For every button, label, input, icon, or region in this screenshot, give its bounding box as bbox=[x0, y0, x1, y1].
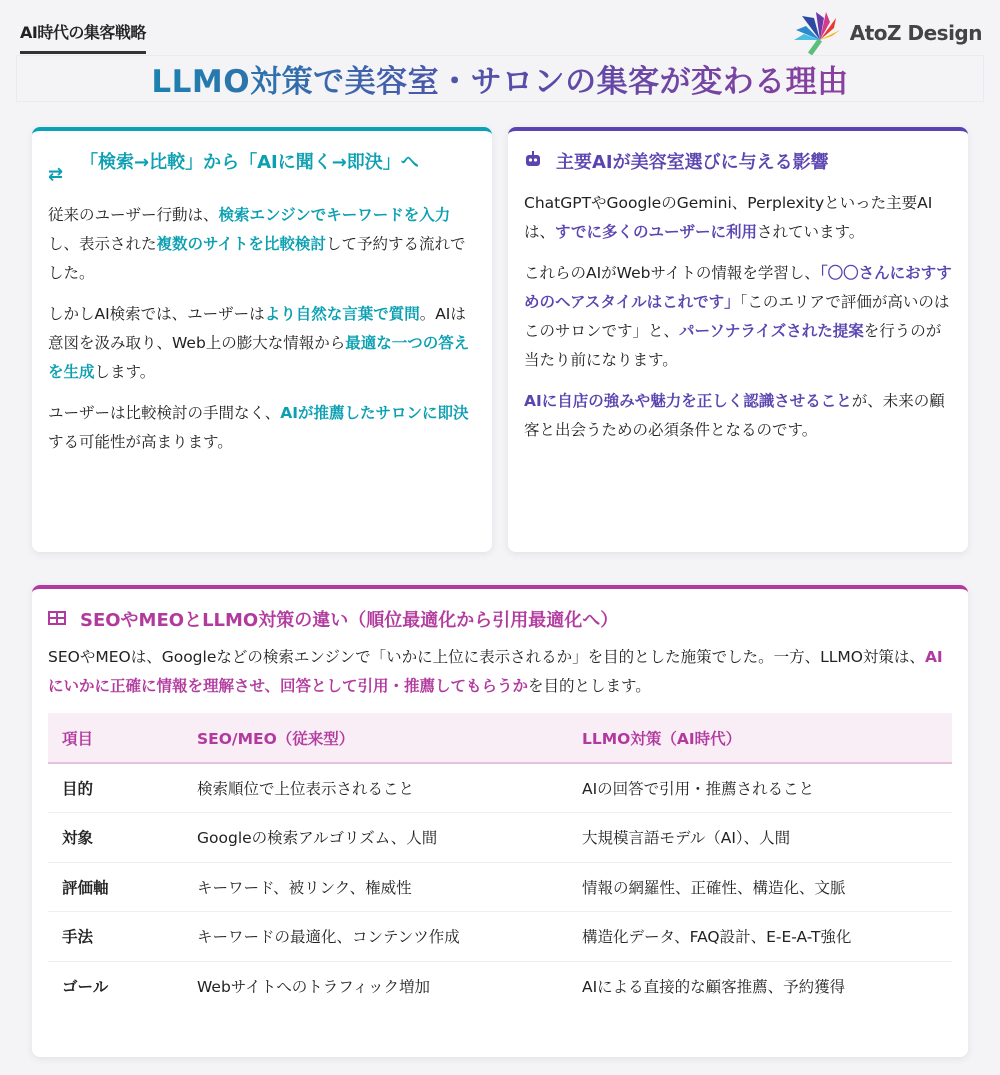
card-heading: SEOやMEOとLLMO対策の違い（順位最適化から引用最適化へ） bbox=[80, 610, 619, 631]
highlight-text: より自然な言葉で質問 bbox=[264, 305, 420, 323]
card-body bbox=[48, 201, 476, 457]
table-row bbox=[48, 813, 952, 863]
logo-text: AtoZ Design bbox=[849, 21, 982, 45]
highlight-text: 最適な一つの答えを生成 bbox=[48, 334, 470, 381]
text: これらのAIがWebサイトの情報を学習し、 bbox=[524, 264, 820, 282]
table-cell: 手法 bbox=[48, 912, 183, 962]
text: されています。 bbox=[756, 223, 865, 241]
highlight-text: すでに多くのユーザーに利用 bbox=[555, 223, 757, 241]
comparison-table bbox=[48, 713, 952, 1011]
paragraph bbox=[48, 399, 476, 457]
card-heading: 「検索→比較」から「AIに聞く→即決」へ bbox=[80, 152, 419, 173]
highlight-text: AIが推薦したサロンに即決 bbox=[280, 404, 469, 422]
table-row bbox=[48, 961, 952, 1011]
col-header: LLMO対策（AI時代） bbox=[568, 713, 952, 763]
col-header: SEO/MEO（従来型） bbox=[183, 713, 568, 763]
highlight-text: 検索エンジンでキーワードを入力 bbox=[218, 206, 451, 224]
text: して予約する流れでした。 bbox=[48, 235, 466, 282]
table-cell: AIの回答で引用・推薦されること bbox=[568, 763, 952, 813]
category-tag: AI時代の集客戦略 bbox=[20, 20, 146, 54]
table-row bbox=[48, 912, 952, 962]
title-banner bbox=[16, 55, 984, 102]
text: する可能性が高まります。 bbox=[48, 433, 233, 451]
page-title: LLMO対策で美容室・サロンの集客が変わる理由 bbox=[151, 56, 848, 101]
table-cell: 評価軸 bbox=[48, 862, 183, 912]
table-cell: 構造化データ、FAQ設計、E-E-A-T強化 bbox=[568, 912, 952, 962]
table-cell: AIによる直接的な顧客推薦、予約獲得 bbox=[582, 978, 846, 996]
table-icon bbox=[48, 607, 70, 635]
card-search-to-ai bbox=[32, 127, 492, 552]
table-cell: ゴール bbox=[62, 978, 109, 996]
table-cell: キーワードの最適化、コンテンツ作成 bbox=[183, 912, 568, 962]
paragraph bbox=[524, 387, 952, 445]
table-row bbox=[48, 763, 952, 813]
logo-flower-icon bbox=[792, 10, 842, 56]
text: します。 bbox=[94, 363, 156, 381]
text: 従来のユーザー行動は、 bbox=[48, 206, 219, 224]
table-cell: 検索順位で上位表示されること bbox=[183, 763, 568, 813]
highlight-text: AIにいかに正確に情報を理解させ、回答として引用・推薦してもらうか bbox=[48, 648, 943, 695]
logo bbox=[792, 10, 982, 56]
text: しかしAI検索では、ユーザーは bbox=[48, 305, 265, 323]
table-cell: キーワード、被リンク、権威性 bbox=[183, 862, 568, 912]
text: を行うのが当たり前になります。 bbox=[524, 322, 942, 369]
table-cell: Webサイトへのトラフィック増加 bbox=[197, 978, 430, 996]
text: が、未来の顧客と出会うための必須条件となるのです。 bbox=[524, 392, 945, 439]
paragraph bbox=[524, 189, 952, 247]
paragraph bbox=[48, 300, 476, 387]
card-comparison bbox=[32, 585, 968, 1057]
text: SEOやMEOは、Googleなどの検索エンジンで「いかに上位に表示されるか」を目的とした施策でした。一方、LLMO対策は、 bbox=[48, 648, 925, 666]
card-body bbox=[48, 643, 952, 701]
paragraph bbox=[48, 201, 476, 288]
card-body bbox=[524, 189, 952, 445]
highlight-text: 複数のサイトを比較検討 bbox=[156, 235, 326, 253]
text: ユーザーは比較検討の手間なく、 bbox=[48, 404, 281, 422]
table-row bbox=[48, 862, 952, 912]
paragraph bbox=[48, 643, 952, 701]
card-heading: 主要AIが美容室選びに与える影響 bbox=[556, 152, 829, 173]
text: し、表示された bbox=[48, 235, 157, 253]
table-cell: 対象 bbox=[48, 813, 183, 863]
highlight-text: パーソナライズされた提案 bbox=[679, 322, 864, 340]
highlight-text: 「〇〇さんにおすすめのヘアスタイルはこれです」 bbox=[524, 264, 952, 311]
highlight-text: AIに自店の強みや魅力を正しく認識させること bbox=[524, 392, 852, 410]
text: 「このエリアで評価が高いのはこのサロンです」と、 bbox=[524, 293, 950, 340]
table-cell: 大規模言語モデル（AI）、人間 bbox=[568, 813, 952, 863]
paragraph bbox=[524, 259, 952, 375]
arrows-exchange-icon: ⇄ bbox=[48, 164, 64, 185]
text: 。AIは意図を汲み取り、Web上の膨大な情報から bbox=[48, 305, 466, 352]
table-cell: Googleの検索アルゴリズム、人間 bbox=[183, 813, 568, 863]
text: を目的とします。 bbox=[528, 677, 651, 695]
table-cell: 目的 bbox=[48, 763, 183, 813]
robot-icon bbox=[524, 149, 546, 177]
table-cell: 情報の網羅性、正確性、構造化、文脈 bbox=[568, 862, 952, 912]
col-header: 項目 bbox=[48, 713, 183, 763]
text: ChatGPTやGoogleのGemini、Perplexityといった主要AIは、 bbox=[524, 194, 933, 241]
card-major-ai bbox=[508, 127, 968, 552]
